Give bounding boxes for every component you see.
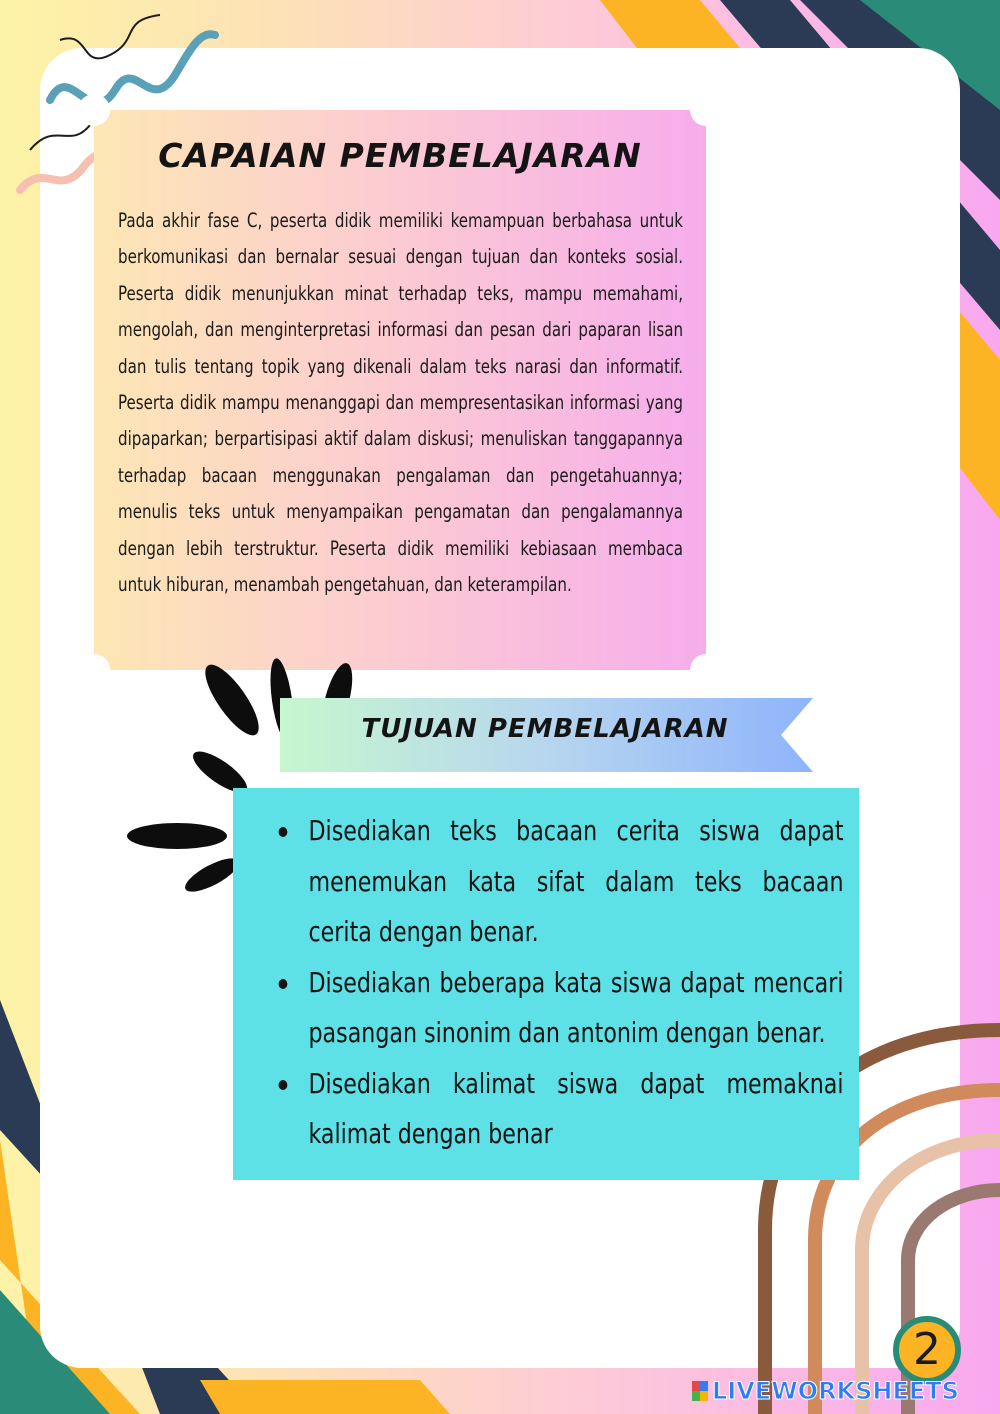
bullet-icon (279, 827, 288, 837)
tujuan-item-text: Disediakan kalimat siswa dapat memaknai kalimat dengan benar (308, 1066, 844, 1150)
bullet-icon (279, 1080, 288, 1090)
tujuan-title: TUJUAN PEMBELAJARAN (361, 714, 729, 744)
tujuan-list (268, 806, 844, 1160)
tujuan-item-text: Disediakan beberapa kata siswa dapat mencari pasangan sinonim dan antonim dengan benar. (308, 965, 844, 1049)
tujuan-item-text: Disediakan teks bacaan cerita siswa dapat menemukan kata sifat dalam teks bacaan cerita dengan benar. (308, 814, 844, 948)
page-number: 2 (893, 1316, 961, 1384)
liveworksheets-icon (692, 1381, 708, 1401)
capaian-title: CAPAIAN PEMBELAJARAN (158, 136, 642, 175)
capaian-text: Pada akhir fase C, peserta didik memiliki kemampuan berbahasa untuk berkomunikasi dan bernalar sesuai dengan tujuan dan konteks sosial. Peserta didik menunjukkan minat terhadap teks, mampu memahami, mengolah, dan menginterpretasi informasi dan pesan dari paparan lisan dan tulis tentang topik yang dikenali dalam teks narasi dan informatif. Peserta didik mampu menanggapi dan mempresentasikan informasi yang dipaparkan; berpartisipasi aktif dalam diskusi; menuliskan tanggapannya terhadap bacaan menggunakan pengalaman dan pengetahuannya; menulis teks untuk menyampaikan pengamatan dan pengalamannya dengan lebih terstruktur. Peserta didik memiliki kebiasaan membaca untuk hiburan, menambah pengetahuan, dan keterampilan. (118, 209, 684, 597)
tujuan-item (268, 806, 844, 958)
liveworksheets-logo (692, 1378, 959, 1404)
liveworksheets-text: LIVEWORKSHEETS (712, 1377, 959, 1405)
tujuan-item (268, 1059, 844, 1160)
tujuan-item (268, 958, 844, 1059)
bullet-icon (279, 979, 288, 989)
